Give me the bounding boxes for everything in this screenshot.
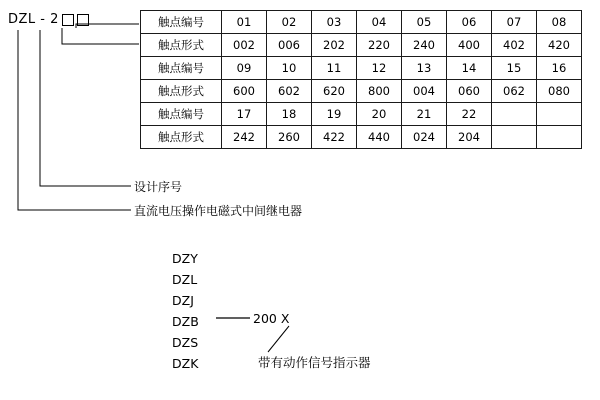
table-cell: 15 (492, 57, 537, 80)
table-cell: 420 (537, 34, 582, 57)
table-cell: 22 (447, 103, 492, 126)
legend-item: DZY (172, 251, 198, 266)
contact-table (140, 10, 582, 149)
table-cell: 242 (222, 126, 267, 149)
table-cell: 07 (492, 11, 537, 34)
table-cell: 024 (402, 126, 447, 149)
model-code (8, 12, 89, 27)
table-row (141, 11, 582, 34)
table-cell: 16 (537, 57, 582, 80)
table-cell: 21 (402, 103, 447, 126)
table-cell: 05 (402, 11, 447, 34)
table-cell: 11 (312, 57, 357, 80)
table-cell: 17 (222, 103, 267, 126)
table-cell: 062 (492, 80, 537, 103)
legend-item: DZL (172, 272, 198, 287)
row-label: 触点形式 (141, 126, 222, 149)
table-cell: 02 (267, 11, 312, 34)
table-row (141, 103, 582, 126)
legend-item: DZB (172, 314, 199, 329)
table-cell: 20 (357, 103, 402, 126)
row-label: 触点编号 (141, 103, 222, 126)
legend-item: DZS (172, 335, 199, 350)
legend-item: DZJ (172, 293, 194, 308)
legend-item: DZK (172, 356, 199, 371)
table-cell: 400 (447, 34, 492, 57)
table-cell: 10 (267, 57, 312, 80)
table-cell: 12 (357, 57, 402, 80)
table-cell: 204 (447, 126, 492, 149)
table-cell: 440 (357, 126, 402, 149)
callout-relay-description: 直流电压操作电磁式中间继电器 (134, 204, 303, 218)
table-cell (492, 126, 537, 149)
table-cell: 240 (402, 34, 447, 57)
table-cell: 19 (312, 103, 357, 126)
row-label: 触点编号 (141, 57, 222, 80)
model-code-box-2 (77, 14, 89, 26)
table-cell (537, 126, 582, 149)
table-cell: 14 (447, 57, 492, 80)
table-cell: 600 (222, 80, 267, 103)
table-cell: 202 (312, 34, 357, 57)
series-code: 200 X (253, 311, 290, 326)
table-cell: 080 (537, 80, 582, 103)
table-cell: 402 (492, 34, 537, 57)
indicator-note: 带有动作信号指示器 (258, 355, 371, 370)
table-cell: 03 (312, 11, 357, 34)
table-cell: 04 (357, 11, 402, 34)
table-cell: 422 (312, 126, 357, 149)
table-cell (492, 103, 537, 126)
table-cell: 220 (357, 34, 402, 57)
callout-design-number: 设计序号 (134, 180, 183, 194)
table-cell: 006 (267, 34, 312, 57)
table-cell: 18 (267, 103, 312, 126)
row-label: 触点形式 (141, 80, 222, 103)
table-cell: 004 (402, 80, 447, 103)
table-cell: 01 (222, 11, 267, 34)
table-cell: 13 (402, 57, 447, 80)
table-cell: 002 (222, 34, 267, 57)
table-row (141, 126, 582, 149)
table-cell: 260 (267, 126, 312, 149)
table-cell: 800 (357, 80, 402, 103)
table-row (141, 80, 582, 103)
row-label: 触点编号 (141, 11, 222, 34)
model-code-prefix: DZL - 2 (8, 12, 59, 27)
table-cell: 06 (447, 11, 492, 34)
row-label: 触点形式 (141, 34, 222, 57)
table-row (141, 57, 582, 80)
table-cell: 620 (312, 80, 357, 103)
model-code-box-1 (62, 14, 74, 26)
table-cell: 09 (222, 57, 267, 80)
contact-table-wrap (140, 10, 582, 149)
table-cell: 060 (447, 80, 492, 103)
table-cell (537, 103, 582, 126)
table-cell: 602 (267, 80, 312, 103)
table-row (141, 34, 582, 57)
series-legend (172, 248, 199, 374)
table-cell: 08 (537, 11, 582, 34)
